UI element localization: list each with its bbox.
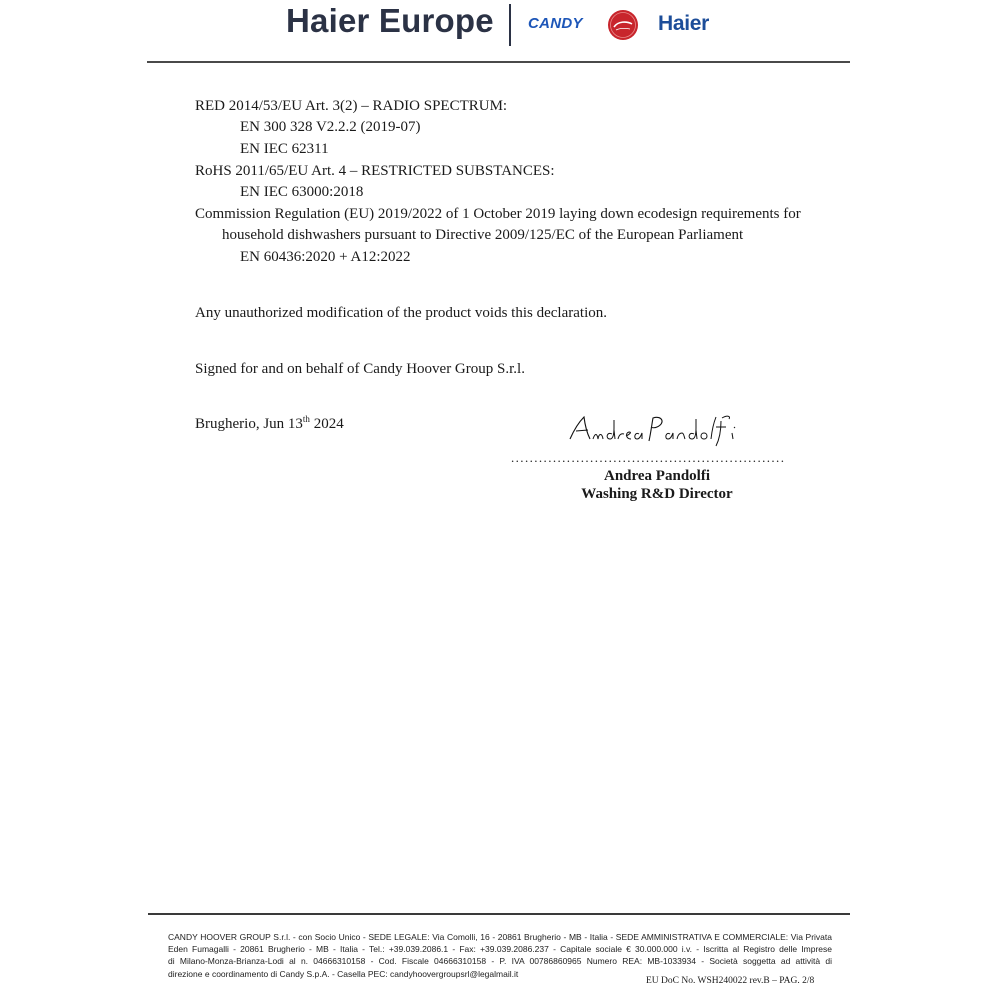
place-date-year: 2024	[309, 416, 344, 432]
place-date-suffix: th	[302, 414, 310, 424]
standard-red-heading: RED 2014/53/EU Art. 3(2) – RADIO SPECTRUM:	[195, 98, 508, 114]
hoover-logo	[607, 9, 639, 41]
candy-logo: CANDY	[528, 15, 583, 32]
place-date	[195, 415, 344, 433]
standard-en-300-328: EN 300 328 V2.2.2 (2019-07)	[240, 119, 421, 135]
signer-name: Andrea Pandolfi	[604, 468, 710, 484]
footer-line: direzione e coordinamento di Candy S.p.A. - Casella PEC: candyhoovergroupsrl@legalmail.it	[168, 968, 519, 979]
haier-europe-logo: Haier Europe	[286, 2, 494, 39]
signature-dotted-line: ...........................................................	[511, 451, 786, 465]
footer-rule	[148, 913, 850, 915]
footer-line: di Milano-Monza-Brianza-Lodi al n. 04666310158 - Cod. Fiscale 04666310158 - P. IVA 00786860965 Numero REA: MB-1033934 - Società soggetta ad attività di	[168, 956, 832, 967]
haier-logo: Haier	[658, 12, 710, 35]
standard-rohs-heading: RoHS 2011/65/EU Art. 4 – RESTRICTED SUBSTANCES:	[195, 163, 555, 179]
signer-title: Washing R&D Director	[581, 486, 733, 502]
document-reference: EU DoC No. WSH240022 rev.B – PAG. 2/8	[646, 976, 815, 986]
modification-statement: Any unauthorized modification of the product voids this declaration.	[195, 305, 607, 321]
header-divider	[509, 4, 511, 46]
header-rule	[147, 61, 850, 63]
standard-en-iec-63000: EN IEC 63000:2018	[240, 184, 364, 200]
place-date-prefix: Brugherio, Jun 13	[195, 416, 303, 432]
handwritten-signature	[566, 408, 742, 450]
signed-for-statement: Signed for and on behalf of Candy Hoover Group S.r.l.	[195, 361, 525, 377]
standard-ecodesign-regulation: Commission Regulation (EU) 2019/2022 of 1 October 2019 laying down ecodesign requirements for	[195, 206, 801, 222]
standard-ecodesign-regulation-cont: household dishwashers pursuant to Directive 2009/125/EC of the European Parliament	[222, 227, 744, 243]
footer-line: Eden Fumagalli - 20861 Brugherio - MB - Italia - Tel.: +39.039.2086.1 - Fax: +39.039.2086.237 - Capitale sociale € 30.000.000 i.v. - Iscritta al Registro delle Imprese	[168, 944, 832, 955]
standard-en-iec-62311: EN IEC 62311	[240, 141, 329, 157]
standard-en-60436: EN 60436:2020 + A12:2022	[240, 249, 411, 265]
footer-line: CANDY HOOVER GROUP S.r.l. - con Socio Unico - SEDE LEGALE: Via Comolli, 16 - 20861 Brugherio - MB - Italia - SEDE AMMINISTRATIVA E COMMERCIALE: Via Privata	[168, 932, 832, 942]
company-legal-footer	[168, 931, 832, 980]
